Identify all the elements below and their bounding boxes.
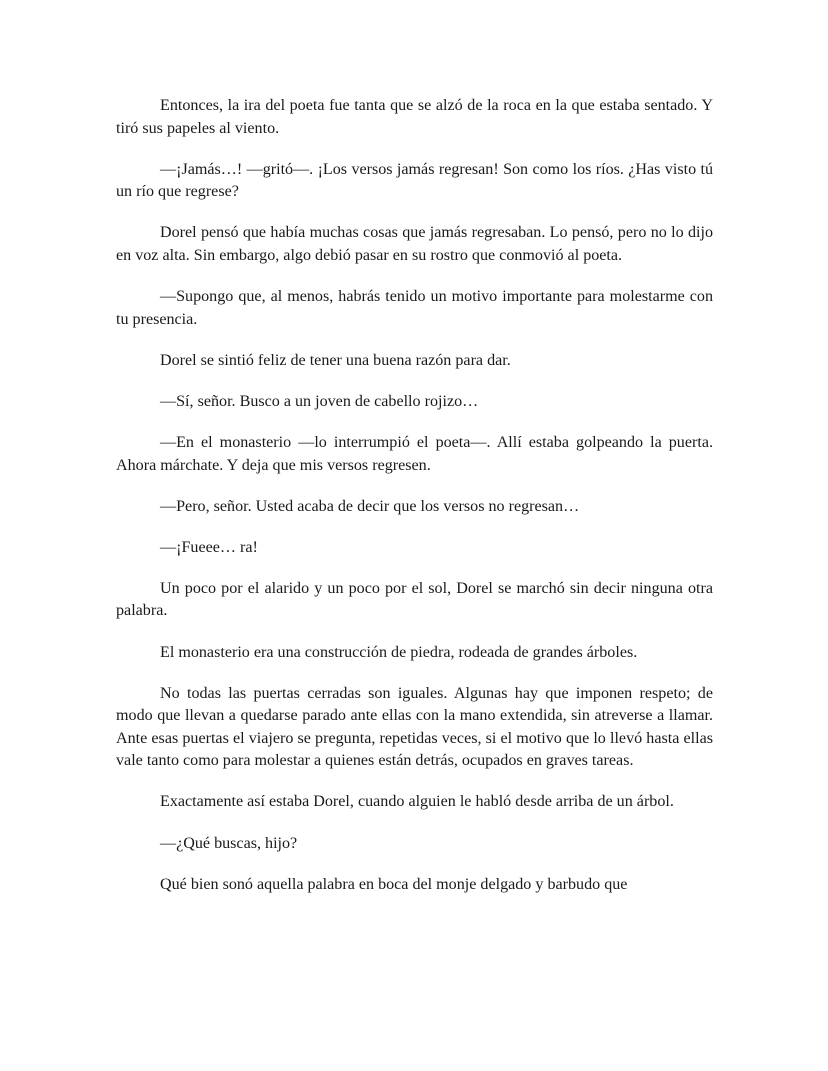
document-page — [116, 95, 713, 915]
paragraph: —En el monasterio —lo interrumpió el poeta—. Allí estaba golpeando la puerta. Ahora márchate. Y deja que mis versos regresen. — [116, 433, 713, 474]
paragraph: —¡Fueee… ra! — [160, 538, 258, 556]
paragraph: Un poco por el alarido y un poco por el sol, Dorel se marchó sin decir ninguna otra palabra. — [116, 579, 713, 620]
paragraph: No todas las puertas cerradas son iguales. Algunas hay que imponen respeto; de modo que llevan a quedarse parado ante ellas con la mano extendida, sin atreverse a llamar. Ante esas puertas el viajero se pregunta, repetidas veces, si el motivo que lo llevó hasta ellas vale tanto como para molestar a quienes están detrás, ocupados en graves tareas. — [116, 684, 713, 770]
paragraph: —¡Jamás…! —gritó—. ¡Los versos jamás regresan! Son como los ríos. ¿Has visto tú un río que regrese? — [116, 160, 713, 201]
paragraph: Dorel se sintió feliz de tener una buena razón para dar. — [160, 351, 511, 369]
paragraph: Entonces, la ira del poeta fue tanta que se alzó de la roca en la que estaba sentado. Y tiró sus papeles al viento. — [116, 97, 713, 137]
paragraph: Qué bien sonó aquella palabra en boca del monje delgado y barbudo que — [160, 875, 628, 893]
paragraph: —Sí, señor. Busco a un joven de cabello rojizo… — [160, 392, 479, 410]
paragraph: —Supongo que, al menos, habrás tenido un motivo importante para molestarme con tu presencia. — [116, 288, 713, 328]
paragraph: —Pero, señor. Usted acaba de decir que los versos no regresan… — [160, 497, 580, 515]
paragraph: El monasterio era una construcción de piedra, rodeada de grandes árboles. — [160, 643, 638, 661]
paragraph: Dorel pensó que había muchas cosas que jamás regresaban. Lo pensó, pero no lo dijo en voz alta. Sin embargo, algo debió pasar en su rostro que conmovió al poeta. — [116, 224, 713, 264]
paragraph: —¿Qué buscas, hijo? — [160, 834, 298, 852]
paragraph: Exactamente así estaba Dorel, cuando alguien le habló desde arriba de un árbol. — [160, 793, 674, 811]
